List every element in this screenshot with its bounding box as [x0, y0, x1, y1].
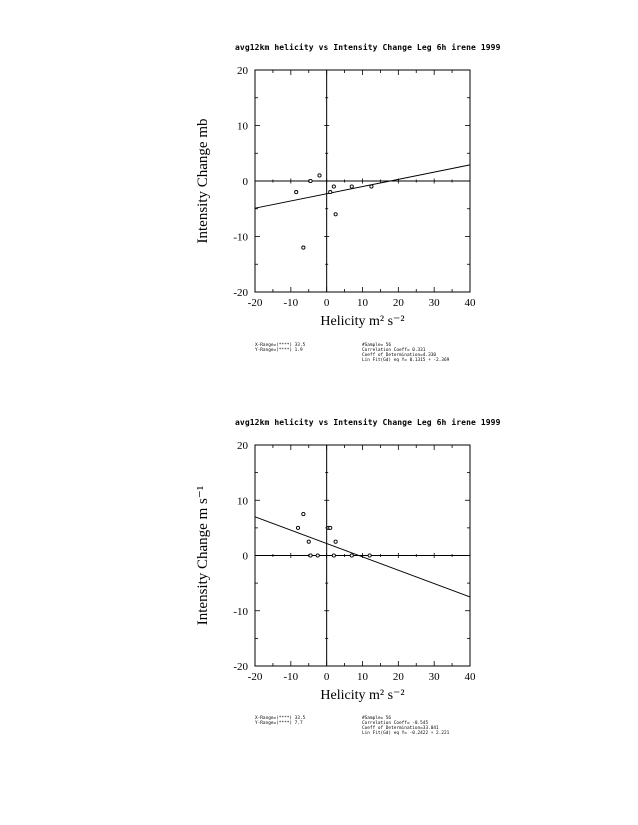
chart2-determination: Coeff of Determination=33.041 — [362, 726, 439, 731]
chart1-y-tick-label: 20 — [237, 65, 248, 77]
chart2-xrange: X-Range=(****) 33.5 — [255, 716, 306, 721]
chart2-y-tick-label: 20 — [237, 440, 248, 452]
chart1-determination: Coeff of Determination=4.330 — [362, 353, 437, 358]
chart2-x-tick-label: 0 — [323, 671, 330, 683]
chart1-y-tick-label: 10 — [237, 120, 248, 133]
chart2-data-point — [316, 554, 319, 557]
chart1-yrange: Y-Range=(****) 1.9 — [255, 348, 303, 353]
chart2-y-tick-label: 0 — [242, 550, 248, 563]
chart1-linfit: Lin Fit(Gd) eq Y= 0.1315 + -2.369 — [362, 358, 450, 363]
chart1-x-tick-label: 10 — [357, 297, 368, 309]
chart2-sample: #Sample= 56 — [362, 716, 392, 721]
chart2-x-tick-label: 30 — [428, 671, 440, 683]
chart2-data-point — [368, 554, 371, 557]
chart2-data-point — [307, 540, 310, 543]
chart2-data-point — [302, 512, 305, 515]
chart1-sample: #Sample= 56 — [362, 343, 392, 348]
chart2-data-point — [309, 554, 312, 557]
chart2-correlation: Correlation Coeff= -0.545 — [362, 721, 429, 726]
chart1-y-axis-label: Intensity Change mb — [195, 118, 211, 244]
chart1-x-tick-label: 0 — [323, 297, 330, 309]
chart2-y-tick-label: -10 — [233, 605, 248, 618]
chart2-data-point — [350, 554, 353, 557]
chart1-title: avg12km helicity vs Intensity Change Leg 6h irene 1999 — [235, 43, 501, 52]
chart1-y-tick-label: -20 — [233, 287, 248, 299]
chart1-correlation: Correlation Coeff= 0.331 — [362, 348, 426, 353]
chart1-x-axis-label: Helicity m² s⁻² — [320, 314, 405, 329]
chart2-stats-right — [362, 716, 449, 736]
chart2-data-point — [329, 526, 332, 529]
chart2-fit-line — [255, 517, 470, 597]
chart2-y-tick-label: -20 — [233, 661, 248, 673]
chart2-x-tick-label: -20 — [247, 671, 263, 683]
chart1-x-tick-label: 30 — [428, 297, 440, 309]
chart2-data-point — [332, 554, 335, 557]
chart1-xrange: X-Range=(****) 33.5 — [255, 343, 306, 348]
chart1-x-tick-label: -20 — [247, 297, 263, 309]
chart2-x-tick-label: 40 — [464, 671, 476, 683]
chart2-stats-left — [255, 716, 305, 726]
chart2-yrange: Y-Range=(****) 7.7 — [255, 721, 303, 726]
chart2-x-tick-label: -10 — [283, 671, 299, 683]
chart2-data-point — [334, 540, 337, 543]
chart1-x-tick-label: 20 — [392, 297, 404, 309]
chart2-y-axis-label: Intensity Change m s⁻¹ — [195, 485, 211, 626]
chart1-y-tick-label: -10 — [233, 231, 248, 244]
chart2-x-axis-label: Helicity m² s⁻² — [320, 688, 405, 703]
chart1-x-tick-label: 40 — [464, 297, 476, 309]
chart2-data-point — [296, 526, 299, 529]
chart2-linfit: Lin Fit(Gd) eq Y= -0.2422 + 2.221 — [362, 731, 450, 736]
chart2-y-tick-label: 10 — [237, 495, 248, 508]
chart2-title: avg12km helicity vs Intensity Change Leg 6h irene 1999 — [235, 418, 501, 427]
chart2-x-tick-label: 10 — [357, 671, 368, 683]
chart2-x-tick-label: 20 — [392, 671, 404, 683]
chart1-x-tick-label: -10 — [283, 297, 299, 309]
chart1-y-tick-label: 0 — [242, 176, 248, 188]
